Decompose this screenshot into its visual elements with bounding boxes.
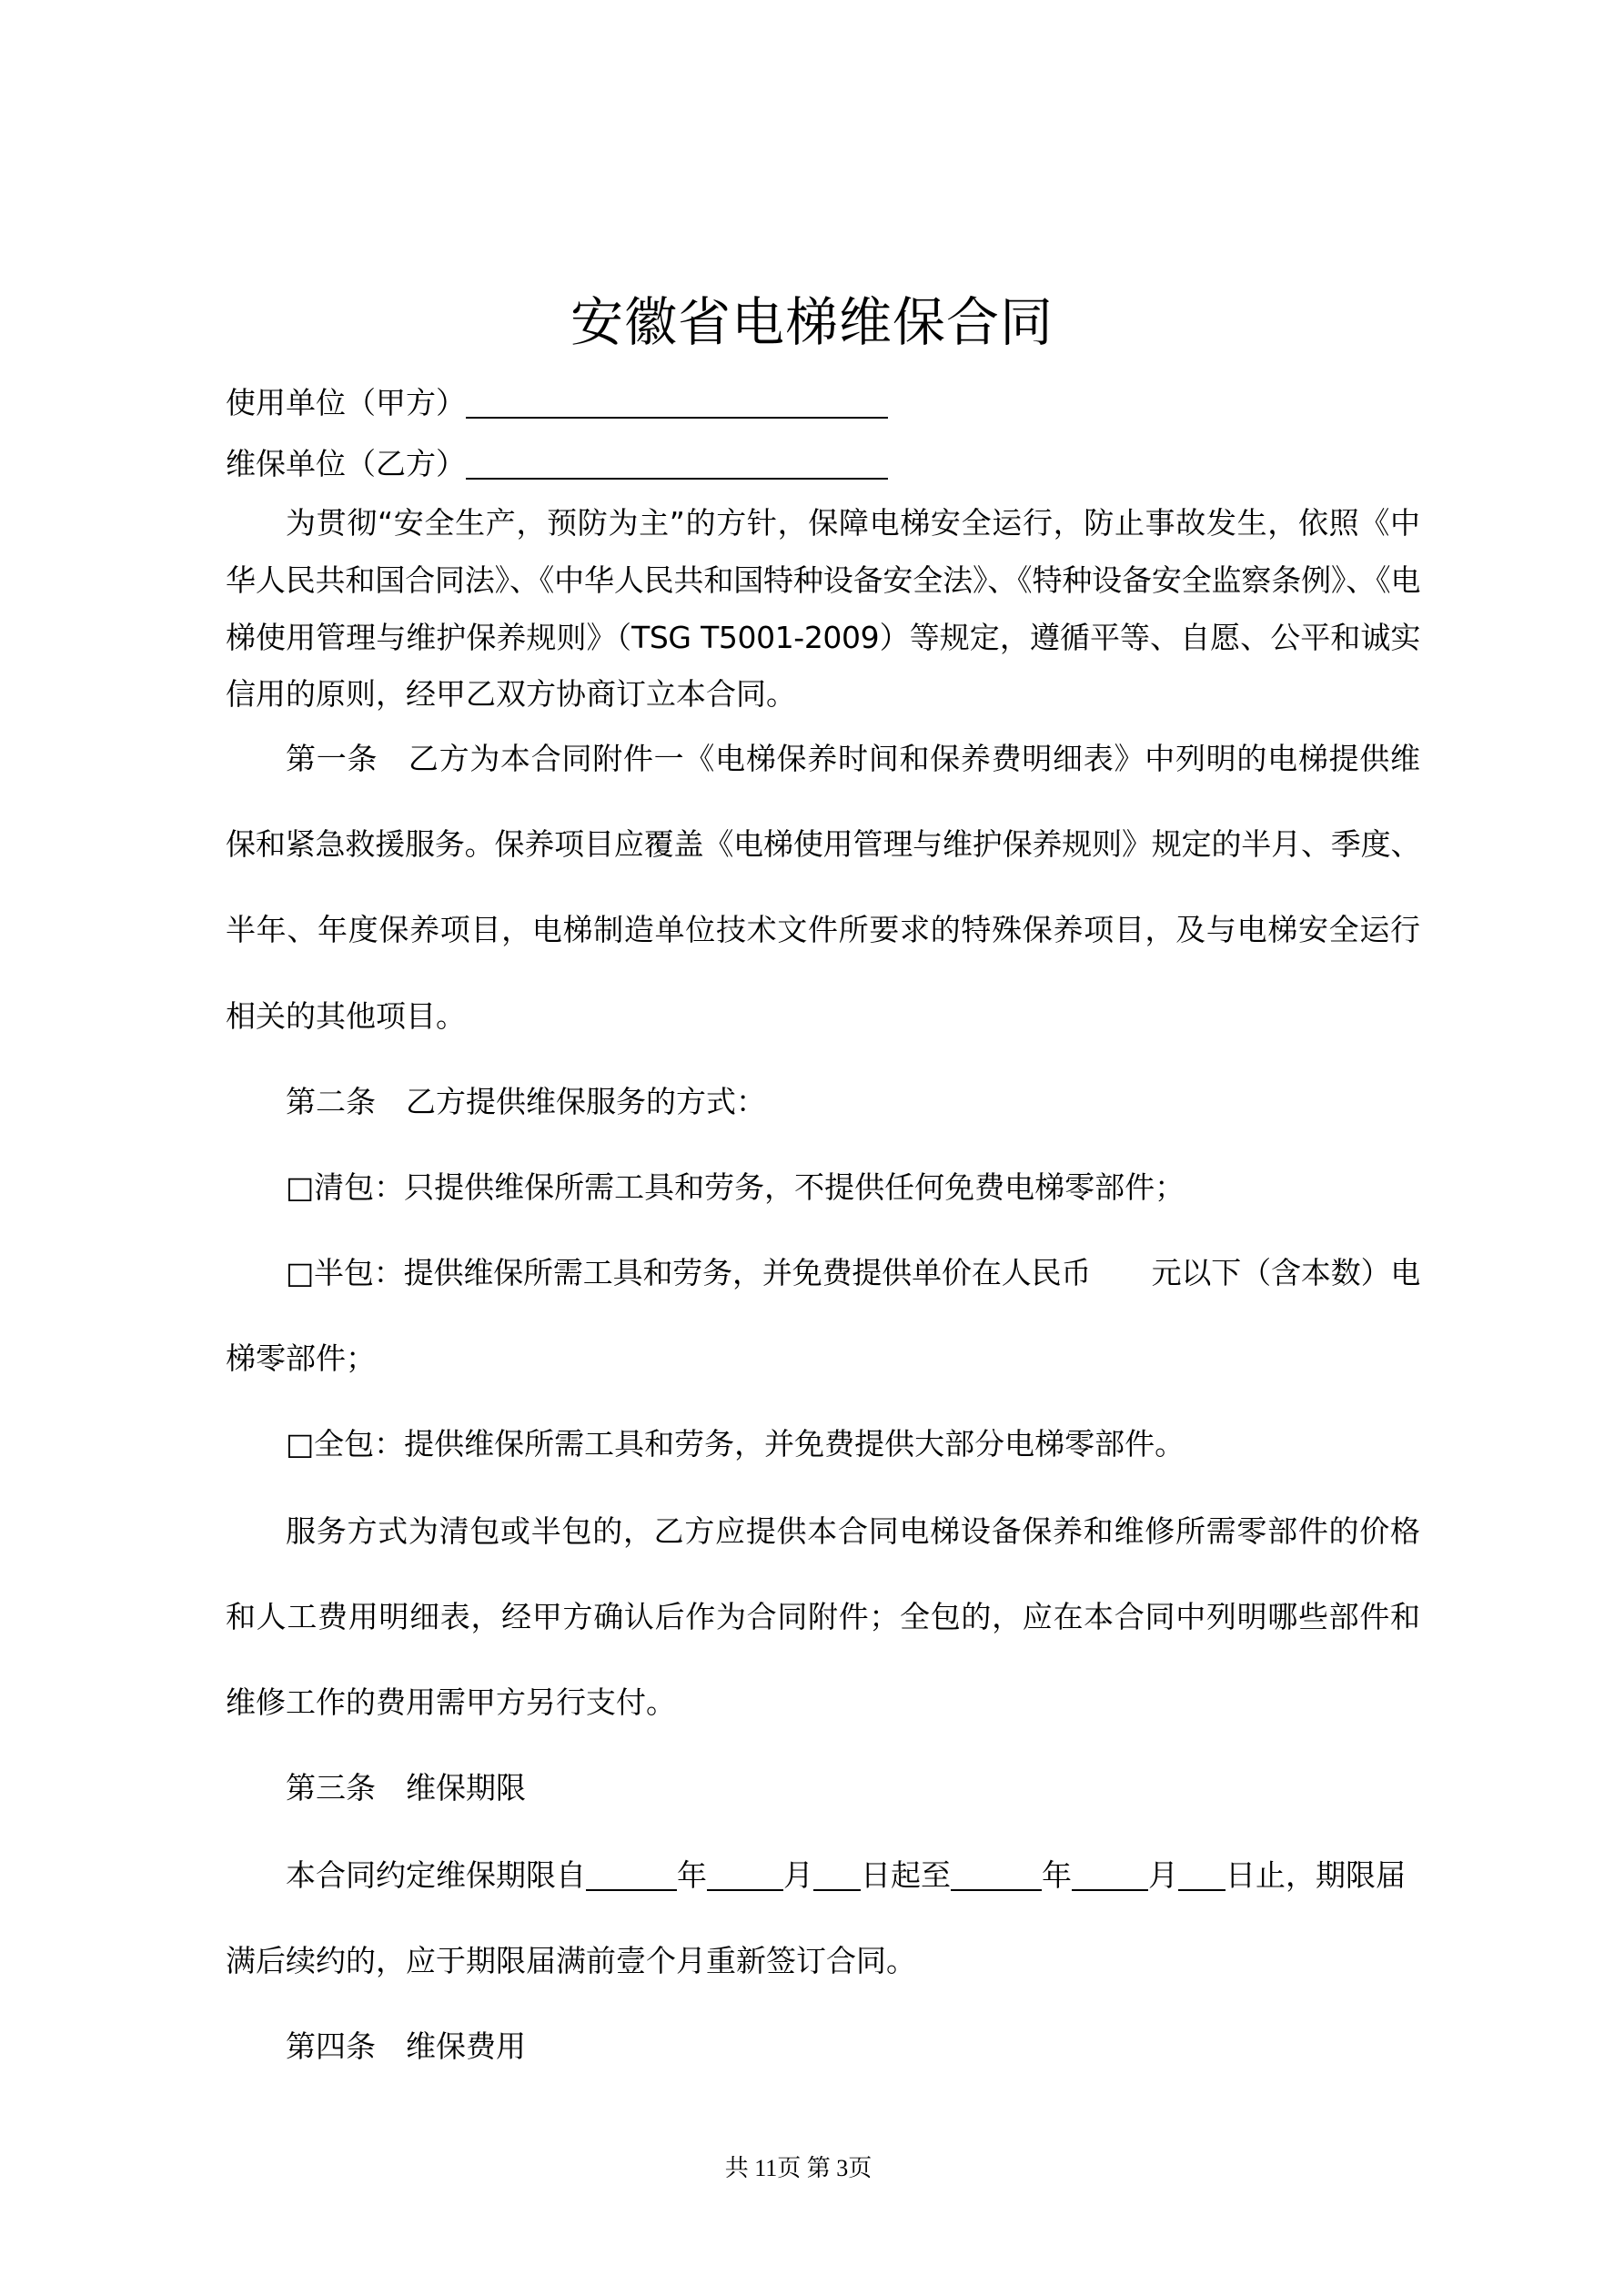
article1-line: 相关的其他项目。 xyxy=(226,998,466,1034)
party-a-blank xyxy=(466,384,888,419)
preamble-line: 信用的原则，经甲乙双方协商订立本合同。 xyxy=(226,676,796,712)
article4-heading xyxy=(226,2024,1420,2069)
option-half-text: □半包：提供维保所需工具和劳务，并免费提供单价在人民币 xyxy=(286,1255,1092,1290)
preamble-line: 梯使用管理与维护保养规则》（TSG T5001-2009）等规定，遵循平等、自愿、公平和诚实 xyxy=(226,620,1420,655)
article1-line: 保和紧急救援服务。保养项目应覆盖《电梯使用管理与维护保养规则》规定的半月、季度、 xyxy=(226,826,1420,862)
article1-label: 第一条 xyxy=(286,741,378,776)
article2-heading-text: 乙方提供维保服务的方式： xyxy=(406,1084,766,1119)
document-title: 安徽省电梯维保合同 xyxy=(570,291,1054,353)
term-text: 日起至 xyxy=(861,1857,951,1893)
party-b-label: 维保单位（乙方） xyxy=(226,446,466,481)
party-b-row xyxy=(226,441,1420,487)
term-text: 日止，期限届 xyxy=(1226,1857,1406,1893)
term-text: 本合同约定维保期限自 xyxy=(286,1857,586,1893)
term-line: 满后续约的，应于期限届满前壹个月重新签订合同。 xyxy=(226,1943,916,1978)
end-day-blank xyxy=(1178,1856,1226,1891)
article2-heading xyxy=(226,1079,1420,1125)
service-note-line: 服务方式为清包或半包的，乙方应提供本合同电梯设备保养和维修所需零部件的价格 xyxy=(286,1513,1420,1549)
article4-label: 第四条 xyxy=(286,2028,376,2064)
option-half-cont: 梯零部件； xyxy=(226,1340,376,1376)
term-line xyxy=(226,1853,1420,1898)
preamble-line: 为贯彻“安全生产，预防为主”的方针，保障电梯安全运行，防止事故发生，依照《中 xyxy=(286,505,1420,541)
article1-text: 乙方为本合同附件一《电梯保养时间和保养费明细表》中列明的电梯提供维 xyxy=(408,741,1421,776)
end-month-blank xyxy=(1072,1856,1148,1891)
preamble-line: 华人民共和国合同法》、《中华人民共和国特种设备安全法》、《特种设备安全监察条例》、《电 xyxy=(226,562,1420,598)
article3-label: 第三条 xyxy=(286,1770,376,1805)
article1-line: 半年、年度保养项目，电梯制造单位技术文件所要求的特殊保养项目，及与电梯安全运行 xyxy=(226,912,1420,947)
option-clean: □清包：只提供维保所需工具和劳务，不提供任何免费电梯零部件； xyxy=(286,1169,1185,1205)
option-half-text: 元以下（含本数）电 xyxy=(1151,1255,1420,1290)
option-full: □全包：提供维保所需工具和劳务，并免费提供大部分电梯零部件。 xyxy=(286,1426,1185,1462)
service-note-line: 和人工费用明细表，经甲方确认后作为合同附件；全包的，应在本合同中列明哪些部件和 xyxy=(226,1599,1420,1634)
service-note-line: 维修工作的费用需甲方另行支付。 xyxy=(226,1684,676,1720)
start-year-blank xyxy=(586,1856,677,1891)
option-half xyxy=(226,1250,1420,1296)
article1-line xyxy=(226,736,1420,782)
term-text: 年 xyxy=(1042,1857,1072,1893)
start-month-blank xyxy=(707,1856,783,1891)
party-a-row xyxy=(226,380,1420,426)
page-footer: 共 11页 第 3页 xyxy=(724,2155,873,2181)
party-a-label: 使用单位（甲方） xyxy=(226,385,466,420)
article2-label: 第二条 xyxy=(286,1084,376,1119)
term-text: 月 xyxy=(783,1857,813,1893)
start-day-blank xyxy=(813,1856,861,1891)
term-text: 年 xyxy=(677,1857,707,1893)
article3-heading xyxy=(226,1765,1420,1811)
article4-heading-text: 维保费用 xyxy=(406,2028,526,2064)
article3-heading-text: 维保期限 xyxy=(406,1770,526,1805)
end-year-blank xyxy=(951,1856,1042,1891)
party-b-blank xyxy=(466,445,888,480)
term-text: 月 xyxy=(1148,1857,1178,1893)
